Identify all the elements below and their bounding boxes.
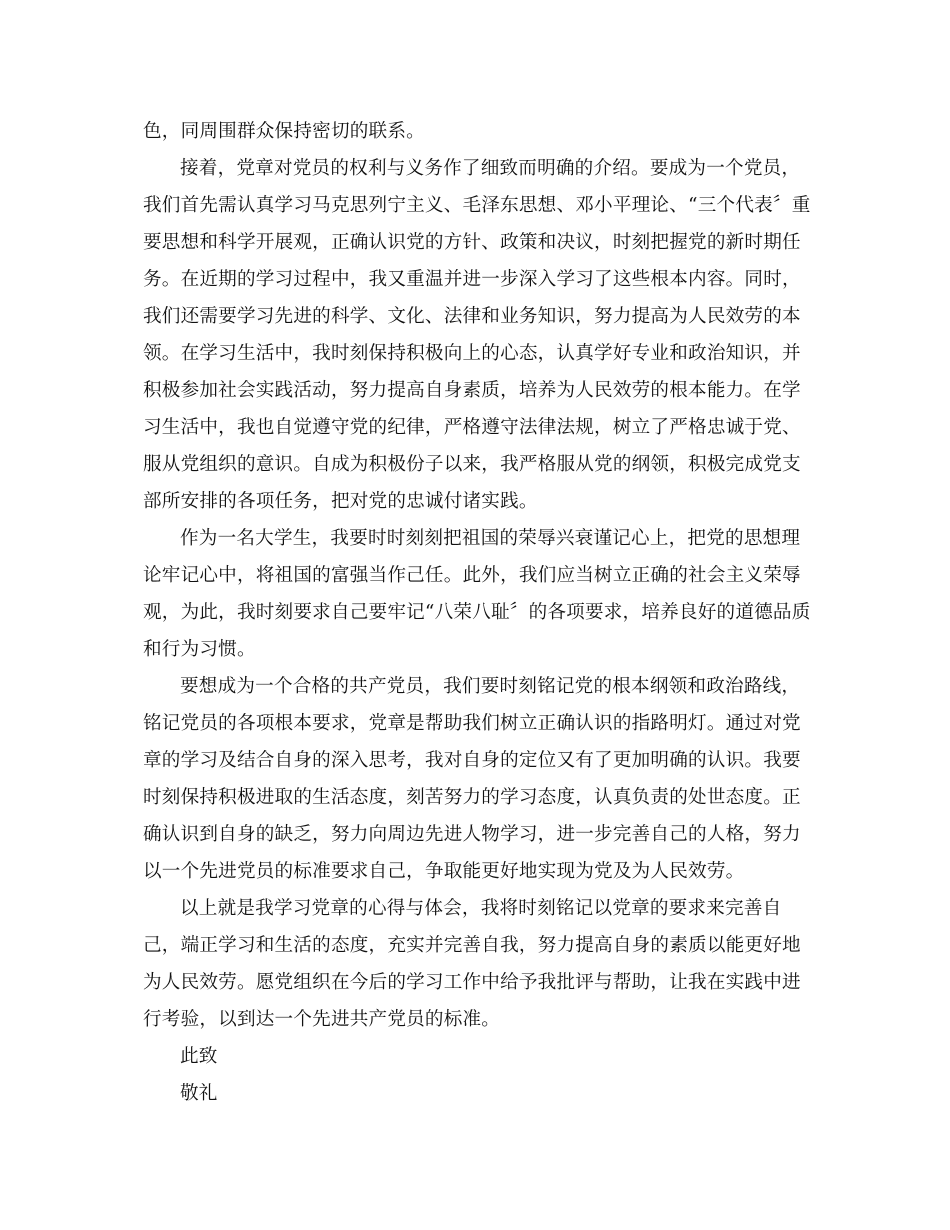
text-line: 和行为习惯。 [143, 639, 256, 660]
text-line: 服从党组织的意识。自成为积极份子以来，我严格服从党的纲领，积极完成党支 [143, 454, 801, 475]
text-line: 领。在学习生活中，我时刻保持积极向上的心态，认真学好专业和政治知识，并 [143, 343, 801, 364]
text-line: 时刻保持积极进取的生活态度，刻苦努力的学习态度，认真负责的处世态度。正 [143, 787, 801, 808]
text-line: 要想成为一个合格的共产党员，我们要时刻铭记党的根本纲领和政治路线， [180, 676, 801, 697]
text-line: 以上就是我学习党章的心得与体会，我将时刻铭记以党章的要求来完善自 [180, 898, 782, 919]
text-line: 论牢记心中，将祖国的富强当作己任。此外，我们应当树立正确的社会主义荣辱 [143, 565, 801, 586]
text-line: 观，为此，我时刻要求自己要牢记“八荣八耻〞的各项要求，培养良好的道德品质 [143, 602, 811, 623]
text-line: 我们首先需认真学习马克思列宁主义、毛泽东思想、邓小平理论、“三个代表〞重 [143, 195, 811, 216]
text-line: 积极参加社会实践活动，努力提高自身素质，培养为人民效劳的根本能力。在学 [143, 380, 801, 401]
text-line: 要思想和科学开展观，正确认识党的方针、政策和决议，时刻把握党的新时期任 [143, 232, 801, 253]
text-line: 以一个先进党员的标准要求自己，争取能更好地实现为党及为人民效劳。 [143, 861, 745, 882]
text-line: 己，端正学习和生活的态度，充实并完善自我，努力提高自身的素质以能更好地 [143, 935, 801, 956]
body-text [143, 113, 811, 1112]
text-line: 章的学习及结合自身的深入思考，我对自身的定位又有了更加明确的认识。我要 [143, 750, 801, 771]
text-line: 确认识到自身的缺乏，努力向周边先进人物学习，进一步完善自己的人格，努力 [143, 824, 801, 845]
text-line: 务。在近期的学习过程中，我又重温并进一步深入学习了这些根本内容。同时， [143, 269, 801, 290]
text-line: 习生活中，我也自觉遵守党的纪律，严格遵守法律法规，树立了严格忠诚于党、 [143, 417, 801, 438]
text-line: 此致 [180, 1046, 218, 1067]
text-line: 敬礼 [180, 1083, 218, 1104]
text-line: 我们还需要学习先进的科学、文化、法律和业务知识，努力提高为人民效劳的本 [143, 306, 801, 327]
text-line: 接着，党章对党员的权利与义务作了细致而明确的介绍。要成为一个党员， [180, 158, 801, 179]
text-line: 为人民效劳。愿党组织在今后的学习工作中给予我批评与帮助，让我在实践中进 [143, 972, 801, 993]
text-line: 行考验，以到达一个先进共产党员的标准。 [143, 1009, 501, 1030]
text-line: 铭记党员的各项根本要求，党章是帮助我们树立正确认识的指路明灯。通过对党 [143, 713, 801, 734]
text-line: 部所安排的各项任务，把对党的忠诚付诸实践。 [143, 491, 538, 512]
text-line: 作为一名大学生，我要时时刻刻把祖国的荣辱兴衰谨记心上，把党的思想理 [180, 528, 801, 549]
text-line: 色，同周围群众保持密切的联系。 [143, 121, 425, 142]
